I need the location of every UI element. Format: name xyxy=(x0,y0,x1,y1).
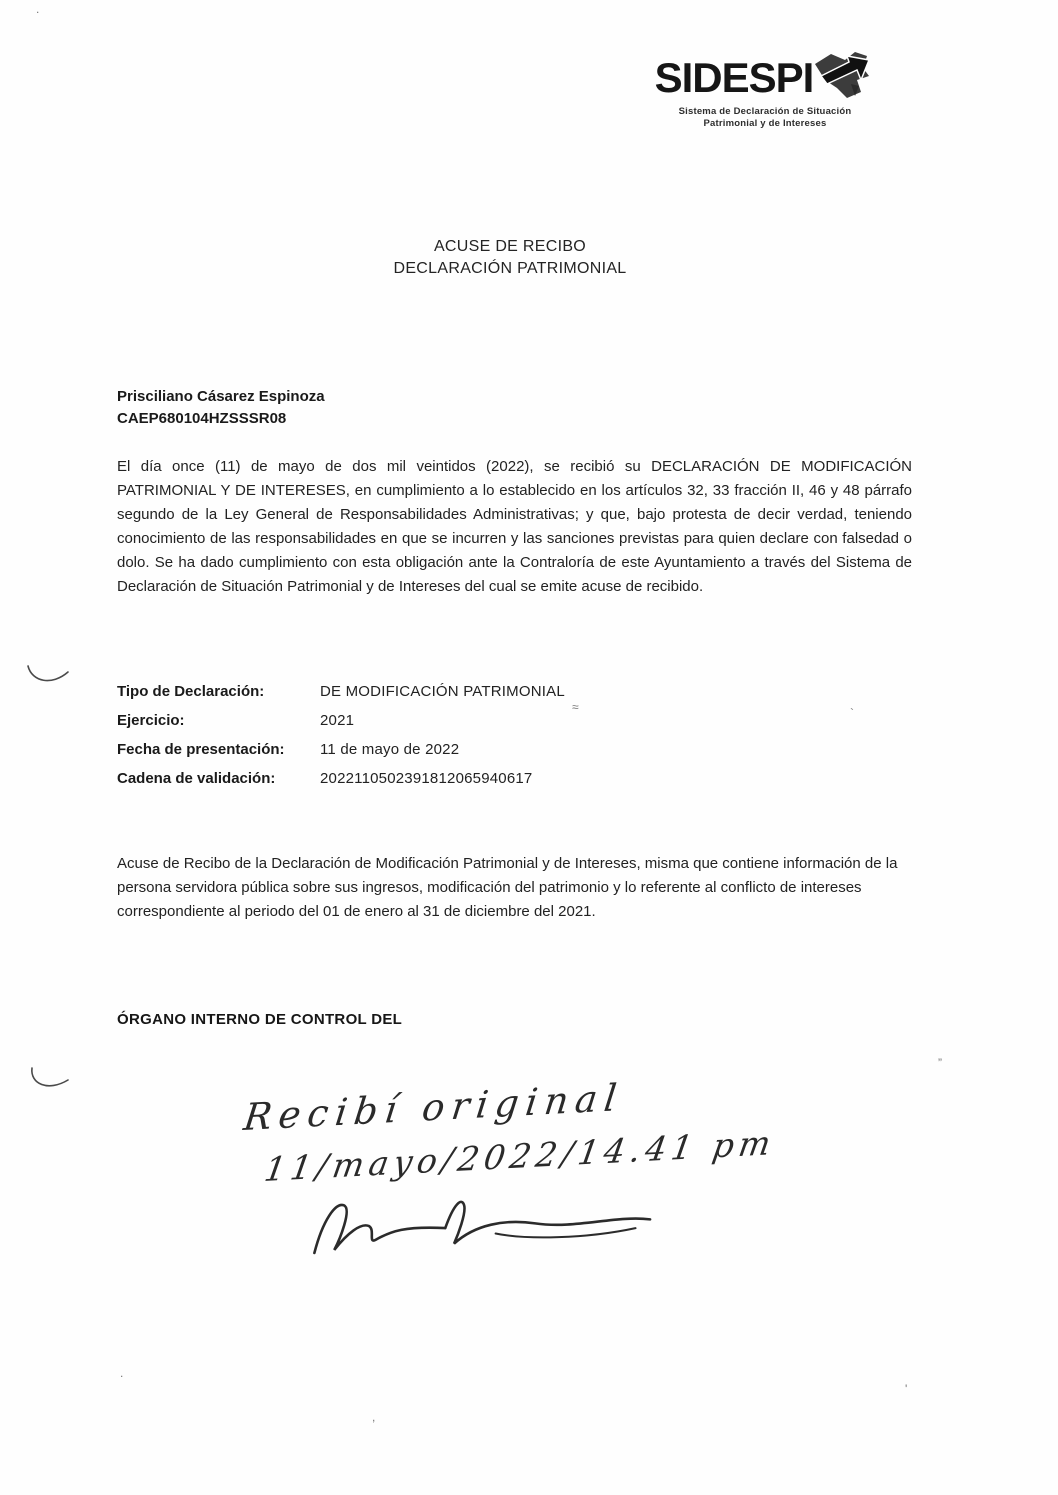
field-value: DE MODIFICACIÓN PATRIMONIAL xyxy=(320,683,565,700)
document-title-line1: ACUSE DE RECIBO xyxy=(433,238,587,255)
field-value: 2021 xyxy=(320,712,355,729)
recipient-block xyxy=(117,386,325,430)
sidespi-logo xyxy=(640,52,890,130)
document-title xyxy=(0,236,1020,280)
field-row-ejercicio xyxy=(117,710,912,732)
sidespi-brand-text: SIDESPI xyxy=(654,54,814,101)
recipient-name: Prisciliano Cásarez Espinoza xyxy=(117,388,325,405)
field-label: Ejercicio: xyxy=(117,712,185,729)
field-label: Fecha de presentación: xyxy=(117,741,285,758)
field-value: 2022110502391812065940617 xyxy=(320,770,533,787)
handwritten-line2: 11/mayo/2022/14.41 pm xyxy=(261,1122,779,1190)
body-paragraph: El día once (11) de mayo de dos mil veintidos (2022), se recibió su DECLARACIÓN DE MODIFICACIÓN PATRIMONIAL Y DE INTERESES, en cumplimiento a lo establecido en los artículos 32, 33 fracción II, 46 y 48 párrafo segundo de la Ley General de Responsabilidades Administrativas; y que, bajo protesta de decir verdad, teniendo conocimiento de las responsabilidades en que se incurren y las sanciones previstas para quien declare con falsedad o dolo. Se ha dado cumplimiento con esta obligación ante la Contraloría de este Ayuntamiento a través del Sistema de Declaración de Situación Patrimonial y de Intereses del cual se emite acuse de recibido. xyxy=(117,458,912,595)
summary-paragraph: Acuse de Recibo de la Declaración de Modificación Patrimonial y de Intereses, misma que contiene información de la persona servidora pública sobre sus ingresos, modificación del patrimonio y lo referente al conflicto de intereses correspondiente al periodo del 01 de enero al 31 de diciembre del 2021. xyxy=(117,855,898,920)
office-heading: ÓRGANO INTERNO DE CONTROL DEL xyxy=(117,1011,403,1028)
field-row-cadena xyxy=(117,768,912,790)
document-title-line2: DECLARACIÓN PATRIMONIAL xyxy=(393,260,627,277)
scan-artifact: ≈ xyxy=(572,700,579,714)
sidespi-tagline-line1: Sistema de Declaración de Situación xyxy=(678,106,852,117)
scan-artifact xyxy=(26,1062,76,1096)
field-label: Tipo de Declaración: xyxy=(117,683,265,700)
handwritten-note xyxy=(241,1068,779,1190)
field-label: Cadena de validación: xyxy=(117,770,276,787)
field-row-tipo xyxy=(117,681,912,703)
scan-artifact: ' xyxy=(905,1382,908,1396)
scan-artifact: ” xyxy=(938,1056,942,1070)
scan-artifact: . xyxy=(36,2,40,16)
declaration-fields xyxy=(117,681,912,797)
field-value: 11 de mayo de 2022 xyxy=(320,741,460,758)
field-row-fecha xyxy=(117,739,912,761)
mexico-map-arrow-icon xyxy=(811,46,875,104)
handwritten-line1: Recibí original xyxy=(241,1075,626,1140)
scan-artifact: ` xyxy=(850,706,854,720)
signature xyxy=(293,1172,677,1272)
scan-artifact: . xyxy=(120,1366,124,1380)
scan-artifact: , xyxy=(372,1410,376,1424)
recipient-id: CAEP680104HZSSSR08 xyxy=(117,410,287,427)
sidespi-tagline-line2: Patrimonial y de Intereses xyxy=(703,118,827,129)
scan-artifact xyxy=(24,662,74,690)
